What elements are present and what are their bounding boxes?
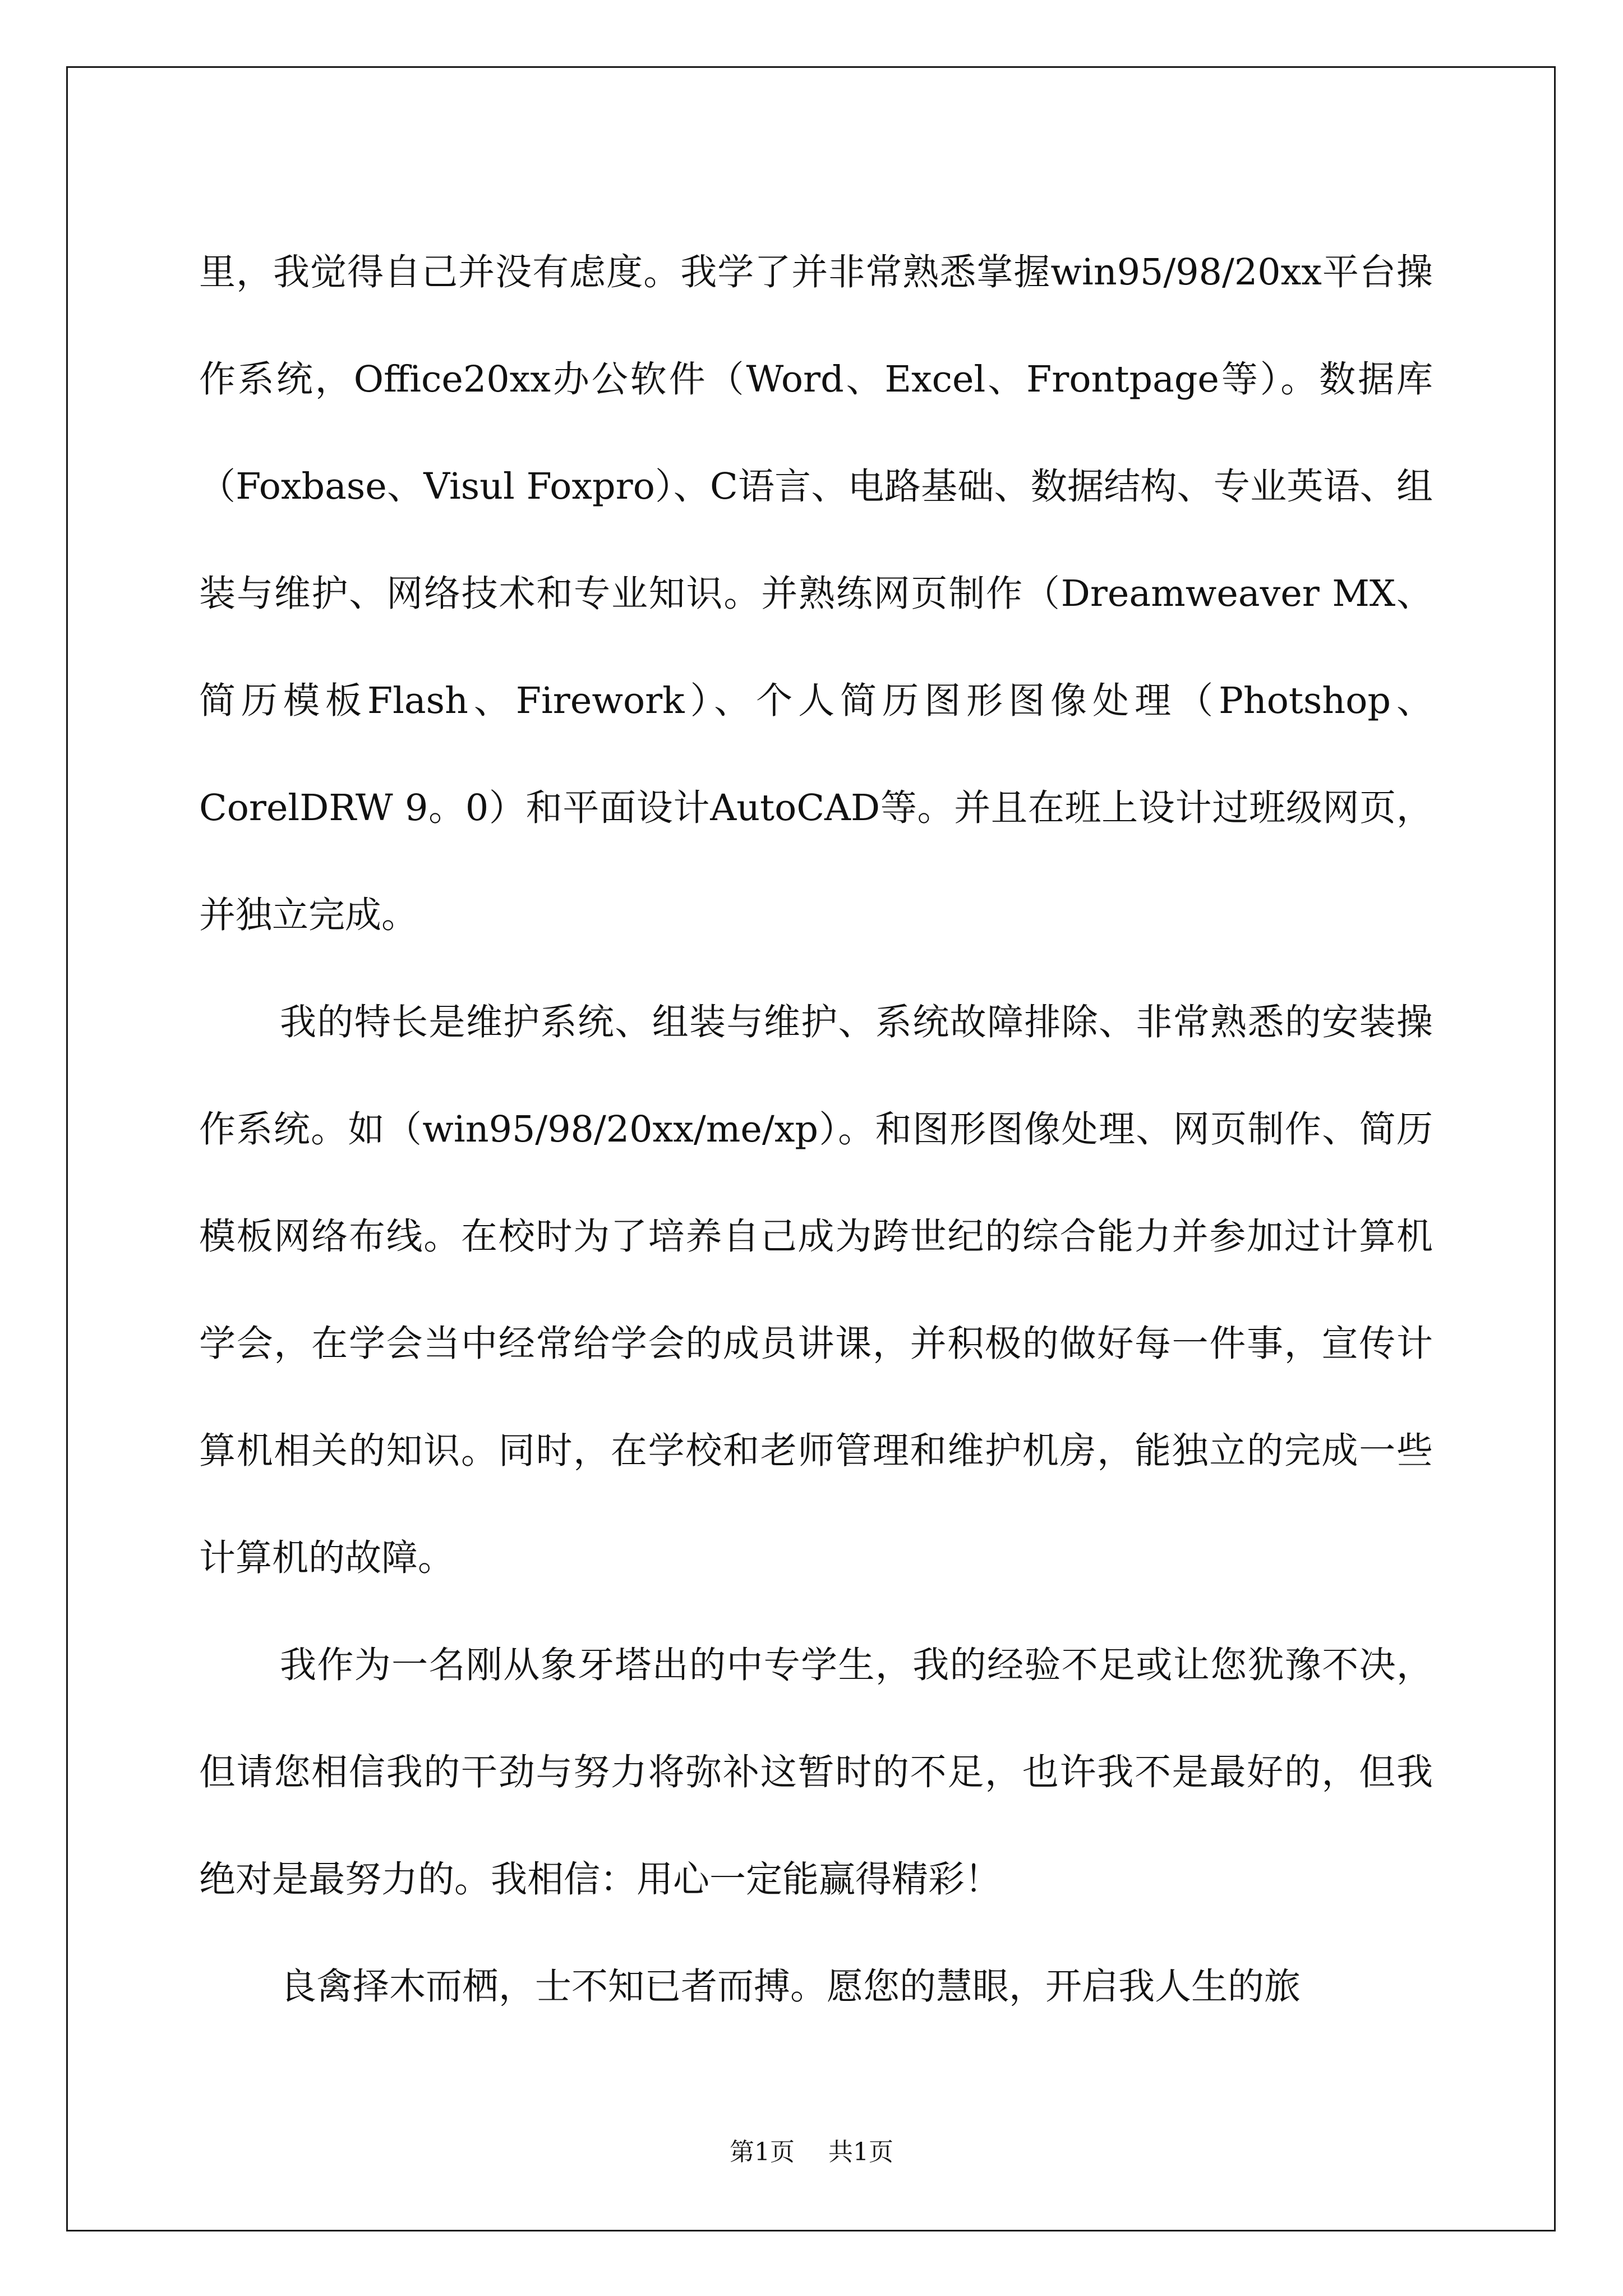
paragraph-4: 良禽择木而栖，士不知已者而搏。愿您的慧眼，开启我人生的旅: [280, 1966, 1301, 2008]
paragraph-3: 我作为一名刚从象牙塔出的中专学生，我的经验不足或让您犹豫不决，但请您相信我的干劲与努力将弥补这暂时的不足，也许我不是最好的，但我绝对是最努力的。我相信：用心一定能赢得精彩！: [199, 1644, 1433, 1901]
paragraph-2: 我的特长是维护系统、组装与维护、系统故障排除、非常熟悉的安装操作系统。如（win95/98/20xx/me/xp）。和图形图像处理、网页制作、简历模板网络布线。在校时为了培养自己成为跨世纪的综合能力并参加过计算机学会，在学会当中经常给学会的成员讲课，并积极的做好每一件事，宣传计算机相关的知识。同时，在学校和老师管理和维护机房，能独立的完成一些计算机的故障。: [199, 1001, 1433, 1579]
page-footer: [0, 2132, 1623, 2168]
page-total: 共1页: [828, 2138, 893, 2166]
document-body: [199, 219, 1433, 2040]
page-number: 第1页: [730, 2138, 795, 2166]
paragraph-1: 里，我觉得自己并没有虑度。我学了并非常熟悉掌握win95/98/20xx平台操作系统，Office20xx办公软件（Word、Excel、Frontpage等）。数据库（Foxbase、Visul Foxpro）、C语言、电路基础、数据结构、专业英语、组装与维护、网络技术和专业知识。并熟练网页制作（Dreamweaver MX、简历模板Flash、Firework）、个人简历图形图像处理（Photshop、CorelDRW 9。0）和平面设计AutoCAD等。并且在班上设计过班级网页，并独立完成。: [199, 251, 1433, 936]
